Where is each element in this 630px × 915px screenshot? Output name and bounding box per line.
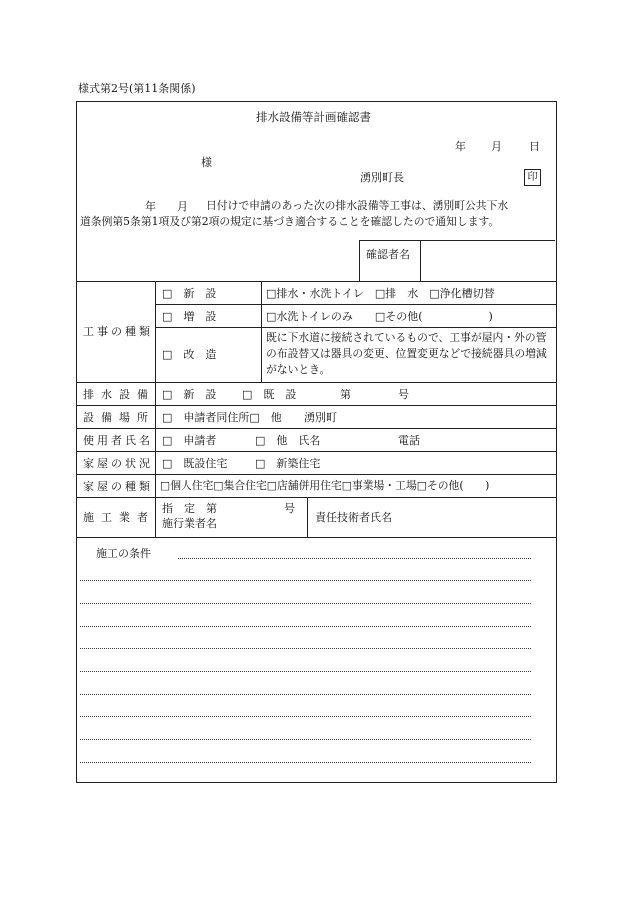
house-new-checkbox[interactable]: □ 新築住宅 [255,457,321,470]
conditions-line[interactable] [80,716,531,717]
drainage-number-suffix: 号 [398,388,409,401]
conditions-line[interactable] [80,626,531,627]
date-month: 月 [491,140,502,153]
date-day: 日 [529,140,540,153]
drainage-number-prefix: 第 [340,388,351,401]
construction-renovate-checkbox[interactable]: □ 改 造 [162,348,217,361]
conditions-label: 施工の条件 [96,547,151,560]
conditions-line[interactable] [178,558,531,559]
construction-type-label: 工事の種類 [83,325,153,338]
user-phone-label: 電話 [398,434,420,447]
notice-year: 年 [145,200,156,213]
designated-number-suffix: 号 [284,502,295,515]
construction-add-options[interactable]: □水洗トイレのみ □その他( ) [266,310,493,323]
user-other-checkbox[interactable]: □ 他 氏名 [255,434,321,447]
conditions-line[interactable] [80,694,531,695]
construction-renovate-description: 既に下水道に接続されているもので、工事が屋内・外の管の布設替又は器具の変更、位置変更などで接続器具の増減がないとき。 [266,331,547,376]
conditions-line[interactable] [80,739,531,740]
drainage-label: 排水設備 [83,388,155,401]
date-year: 年 [455,140,466,153]
drainage-new-checkbox[interactable]: □ 新 設 [162,388,217,401]
house-status-label: 家屋の状況 [83,457,153,470]
conditions-line[interactable] [80,603,531,604]
contractor-name-label: 施行業者名 [162,517,217,530]
addressee-suffix: 様 [201,156,212,169]
conditions-line[interactable] [80,671,531,672]
notice-line1: 日付けで申請のあった次の排水設備等工事は、湧別町公共下水 [206,199,509,212]
house-type-label: 家屋の種類 [83,480,153,493]
contractor-label: 施工業者 [83,511,155,524]
form-number: 様式第2号(第11条関係) [78,82,196,95]
house-type-options[interactable]: □個人住宅□集合住宅□店舗併用住宅□事業場・工場□その他( ) [160,479,490,492]
designated-number-prefix: 指 定 第 [162,502,217,515]
location-label: 設備場所 [83,411,155,424]
confirmer-signature-field[interactable] [421,241,554,280]
user-applicant-checkbox[interactable]: □ 申請者 [162,434,217,447]
seal-box: 印 [524,169,541,186]
conditions-line[interactable] [80,580,531,581]
location-options[interactable]: □ 申請者同住所□ 他 [162,411,282,424]
notice-line2: 道条例第5条第1項及び第2項の規定に基づき適合することを確認したので通知します。 [80,215,500,228]
confirmer-label: 確認者名 [366,248,410,261]
conditions-line[interactable] [80,762,531,763]
engineer-name-label: 責任技術者氏名 [315,511,392,524]
notice-month: 月 [177,200,188,213]
user-label: 使用者氏名 [83,434,153,447]
drainage-existing-checkbox[interactable]: □ 既 設 [242,388,297,401]
construction-add-checkbox[interactable]: □ 増 設 [162,310,217,323]
construction-new-options[interactable]: □排水・水洗トイレ □排 水 □浄化槽切替 [266,287,495,300]
location-town: 湧別町 [304,411,337,424]
form-title: 排水設備等計画確認書 [256,110,371,124]
issuer-name: 湧別町長 [360,171,404,184]
house-existing-checkbox[interactable]: □ 既設住宅 [162,457,228,470]
construction-new-checkbox[interactable]: □ 新 設 [162,287,217,300]
conditions-line[interactable] [80,648,531,649]
